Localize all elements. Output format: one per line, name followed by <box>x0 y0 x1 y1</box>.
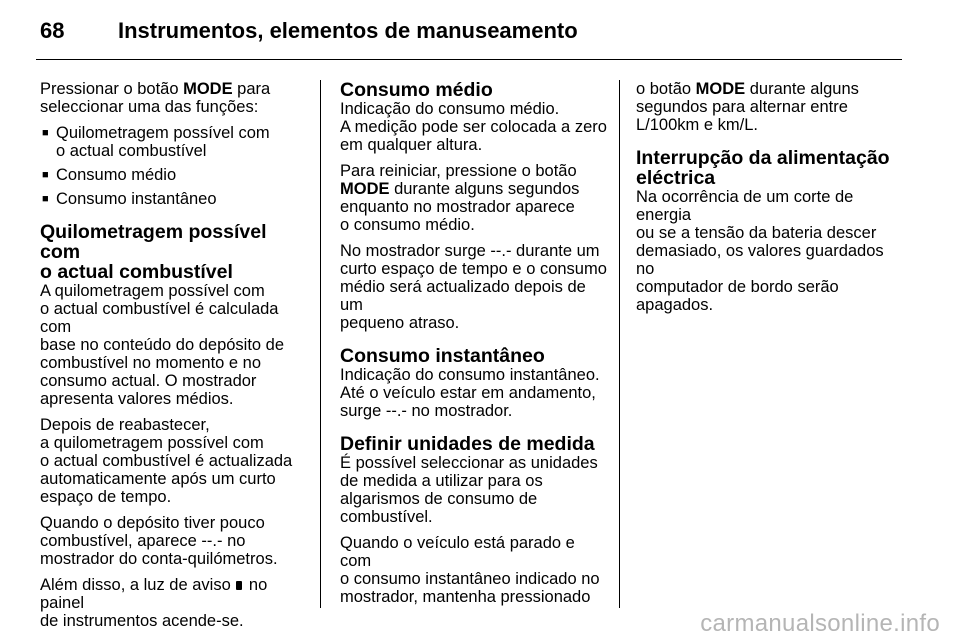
mode-label: MODE <box>695 80 746 98</box>
intro-paragraph <box>40 80 308 116</box>
paragraph: É possível seleccionar as unidades de medida a utilizar para os algarismos de consumo de combustível. <box>340 454 598 526</box>
header-rule <box>36 59 902 60</box>
paragraph: Indicação do consumo instantâneo. Até o veículo estar em andamento, surge --.- no mostrador. <box>340 366 600 420</box>
paragraph <box>340 162 608 234</box>
watermark: carmanualsonline.info <box>700 610 940 637</box>
list-item: ■ Quilometragem possível com o actual combustível <box>40 124 308 160</box>
section-heading: Interrupção da alimentação eléctrica <box>636 147 890 189</box>
page-title: Instrumentos, elementos de manuseamento <box>118 18 578 43</box>
page-number: 68 <box>40 18 65 43</box>
paragraph: Na ocorrência de um corte de energia ou se a tensão da bateria descer demasiado, os valores guardados no computador de bordo serão apagados. <box>636 188 884 314</box>
section-heading: Definir unidades de medida <box>340 433 595 455</box>
section-heading: Quilometragem possível com o actual combustível <box>40 221 267 283</box>
mode-label: MODE <box>340 180 390 198</box>
mode-text-end: durante alguns segundos para alternar entre L/100km e km/L. <box>636 80 859 134</box>
paragraph: Depois de reabastecer, a quilometragem possível com o actual combustível é actualizada automaticamente após um curto espaço de tempo. <box>40 416 293 506</box>
intro-text-end: para seleccionar uma das funções: <box>40 80 271 116</box>
column-middle <box>340 80 608 614</box>
paragraph: Quando o veículo está parado e com o consumo instantâneo indicado no mostrador, mantenha pressionado <box>340 534 600 606</box>
section-heading: Consumo médio <box>340 79 493 101</box>
paragraph <box>636 80 906 134</box>
paragraph: Indicação do consumo médio. A medição pode ser colocada a zero em qualquer altura. <box>340 100 607 154</box>
paragraph: Quando o depósito tiver pouco combustível, aparece --.- no mostrador do conta-quilómetros. <box>40 514 278 568</box>
function-list <box>40 124 308 208</box>
column-right <box>636 80 906 322</box>
column-divider <box>320 80 321 608</box>
section-heading: Consumo instantâneo <box>340 345 545 367</box>
mode-label: MODE <box>183 80 233 98</box>
paragraph: No mostrador surge --.- durante um curto espaço de tempo e o consumo médio será actualizado depois de um pequeno atraso. <box>340 242 607 332</box>
mode-text: o botão <box>636 80 696 98</box>
column-left <box>40 80 308 638</box>
list-item: ■ Consumo médio <box>40 166 308 184</box>
fuel-warning-icon <box>235 579 244 591</box>
page-header <box>40 18 902 58</box>
reset-text: Para reiniciar, pressione o botão <box>340 162 577 180</box>
column-divider <box>619 80 620 608</box>
list-item: ■ Consumo instantâneo <box>40 190 308 208</box>
paragraph: A quilometragem possível com o actual combustível é calculada com base no conteúdo do depósito de combustível no momento e no consumo actual. O mostrador apresenta valores médios. <box>40 282 285 408</box>
paragraph <box>40 576 308 630</box>
intro-text: Pressionar o botão <box>40 80 184 98</box>
warning-text-end: no painel de instrumentos acende-se. <box>40 576 268 630</box>
warning-text: Além disso, a luz de aviso <box>40 576 236 594</box>
reset-text-end: durante alguns segundos enquanto no mostrador aparece o consumo médio. <box>340 180 580 234</box>
